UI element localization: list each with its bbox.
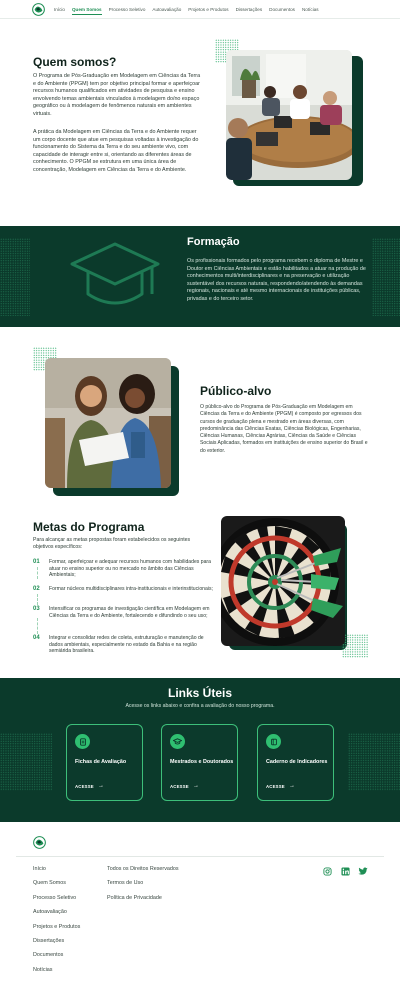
decorative-dots: [342, 634, 368, 658]
links-title: Links Úteis: [167, 686, 233, 700]
card-cta[interactable]: ACESSE: [75, 784, 94, 789]
nav-item[interactable]: Notícias: [301, 6, 319, 12]
card-title: Caderno de Indicadores: [266, 759, 328, 765]
nav-item[interactable]: Início: [54, 6, 65, 12]
card-mestrados-doutorados[interactable]: [161, 724, 238, 801]
meta-number: 03: [33, 606, 40, 612]
meta-item: [33, 606, 213, 619]
meta-number: 04: [33, 635, 40, 641]
footer-link[interactable]: Dissertações: [33, 938, 65, 944]
publico-alvo-text: O público-alvo do Programa de Pós-Graduação em Modelagem em Ciências da Terra e do Ambiente (PPGM) é composto por egressos dos cursos de graduação plena e mestrado em áreas diversas, com predominância das Ciências Exatas, Ciências Biológicas, Engenharias, Ciências Humanas, Ciências Agrárias, Ciências da Saúde e Ciências Sociais Aplicadas, formados em instituições de ensino superior do Brasil e do exterior.: [200, 404, 368, 454]
formacao-title: Formação: [187, 236, 240, 248]
team-meeting-photo: [226, 50, 352, 180]
footer-divider: [16, 856, 384, 857]
meta-text: Formar núcleos multidisciplinares intra-institucionais e interinstitucionais;: [49, 586, 213, 592]
meta-item: [33, 586, 213, 593]
meta-item: [33, 635, 213, 655]
footer-link[interactable]: Quem Somos: [33, 880, 66, 887]
nav-item[interactable]: Processo Seletivo: [108, 6, 146, 12]
about-paragraph-2: A prática da Modelagem em Ciências da Terra e do Ambiente requer um corpo docente que atue em pesquisas voltadas à investigação do funcionamento do Sistema da Terra e do seu ambiente vivo, com capacidade de interagir entre si, orientando as diferentes áreas de conhecimento. O PPGM se estrutura em uma única área de concentração, Modelagem em Ciências da Terra e do Ambiente.: [33, 129, 199, 173]
nav-item[interactable]: Dissertações: [235, 6, 263, 12]
metas-title: Metas do Programa: [33, 520, 145, 534]
nav-links: [54, 7, 326, 12]
about-paragraph-1: O Programa de Pós-Graduação em Modelagem em Ciências da Terra e do Ambiente (PPGM) tem por objetivo principal formar e aperfeiçoar recursos humanos qualificados em atividades de pesquisa e ensino envolvendo temas ambientais vinculados à modelagem do/no espaço geográfico ou à modelagem de fenômenos naturais em ambientes virtuais.: [33, 73, 201, 117]
footer-link[interactable]: Autoavaliação: [33, 909, 67, 916]
footer-link[interactable]: Documentos: [33, 952, 64, 959]
card-cta[interactable]: ACESSE: [170, 784, 189, 789]
metas-connector: [37, 618, 38, 634]
card-caderno-indicadores[interactable]: [257, 724, 334, 801]
card-fichas-avaliacao[interactable]: [66, 724, 143, 801]
card-title: Mestrados e Doutorados: [170, 759, 234, 765]
graduation-cap-icon: [170, 734, 185, 749]
footer-link[interactable]: Projetos e Produtos: [33, 923, 81, 930]
metas-intro: Para alcançar as metas propostas foram estabelecidos os seguintes objetivos específicos:: [33, 537, 191, 550]
meta-item: [33, 559, 213, 579]
footer-link[interactable]: Início: [33, 866, 46, 872]
formacao-text: Os profissionais formados pelo programa recebem o diploma de Mestre e Doutor em Ciências Ambientais e estão habilitados a atuar na produção de conhecimentos multi/interdisciplinares e na preservação e utilização sustentável dos recursos naturais, respondendo/atendendo às demandas regionais, nacionais e até mesmo internacionais de instituições públicas, privadas e do terceiro setor.: [187, 258, 366, 302]
decorative-dots: [0, 238, 30, 316]
arrow-right-icon: →: [193, 783, 199, 789]
meta-number: 01: [33, 559, 40, 565]
book-icon: [266, 734, 281, 749]
top-navbar: [0, 0, 400, 19]
decorative-dots: [348, 733, 400, 791]
about-title: Quem somos?: [33, 55, 117, 69]
footer-legal-link[interactable]: Todos os Direitos Reservados: [107, 866, 179, 872]
publico-alvo-title: Público-alvo: [200, 384, 272, 398]
decorative-dots: [0, 733, 52, 791]
arrow-right-icon: →: [98, 783, 104, 789]
instagram-icon[interactable]: [322, 866, 332, 876]
card-cta[interactable]: ACESSE: [266, 784, 285, 789]
metas-connector: [37, 594, 38, 605]
document-icon: [75, 734, 90, 749]
meta-text: Intensificar os programas de investigação científica em Modelagem em Ciências da Terra e do Ambiente, fortalecendo e difundindo o seu uso;: [49, 606, 210, 619]
graduation-cap-icon: [68, 238, 162, 316]
ppgm-logo[interactable]: [32, 3, 45, 16]
decorative-dots: [372, 238, 400, 316]
links-subtitle: Acesse os links abaixo e confira a avaliação do nosso programa.: [125, 703, 275, 709]
nav-item[interactable]: Autoavaliação: [152, 6, 182, 12]
linkedin-icon[interactable]: [340, 866, 350, 876]
card-title: Fichas de Avaliação: [75, 759, 127, 765]
dartboard-photo: [221, 516, 345, 646]
meta-text: Integrar e consolidar redes de coleta, estruturação e manutenção de dados ambientais, especialmente no estado da Bahia e na região semiárida brasileira.: [49, 635, 204, 655]
nav-item[interactable]: Quem Somos: [71, 6, 102, 12]
meta-number: 02: [33, 586, 40, 592]
footer-legal-link[interactable]: Termos de Uso: [107, 880, 144, 887]
footer-logo[interactable]: [33, 836, 46, 849]
arrow-right-icon: →: [289, 783, 295, 789]
nav-item[interactable]: Projetos e Produtos: [188, 6, 229, 12]
footer-link[interactable]: Processo Seletivo: [33, 894, 77, 901]
students-photo: [45, 358, 171, 488]
meta-text: Formar, aperfeiçoar e adequar recursos humanos com habilidades para atuar no ensino superior ou no mercado no âmbito das Ciências Ambientais;: [49, 559, 211, 579]
footer-legal-link[interactable]: Política de Privacidade: [107, 894, 162, 901]
footer-link[interactable]: Notícias: [33, 966, 53, 973]
twitter-icon[interactable]: [358, 866, 368, 876]
nav-item[interactable]: Documentos: [269, 6, 295, 12]
